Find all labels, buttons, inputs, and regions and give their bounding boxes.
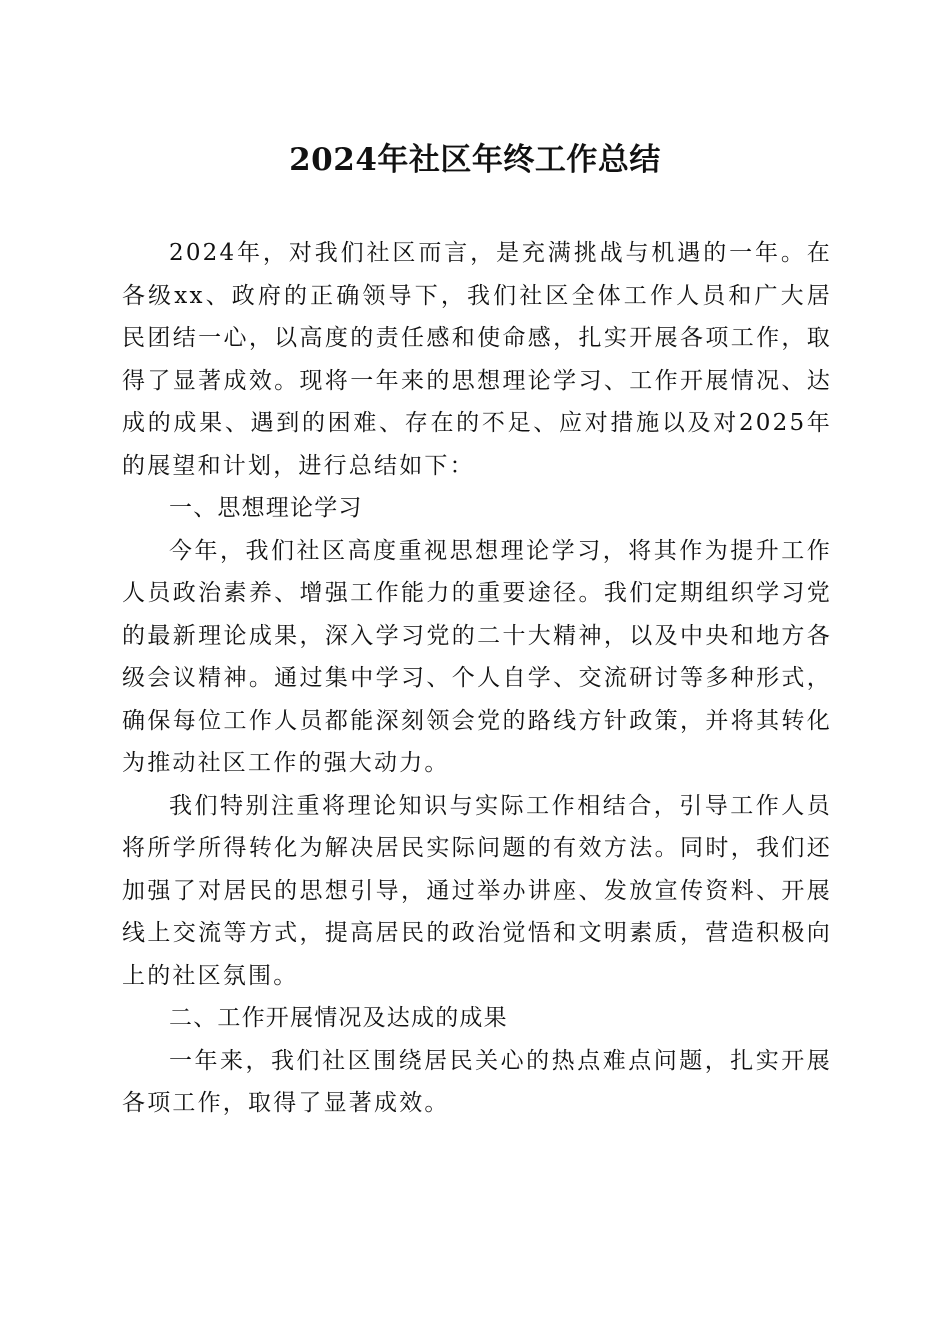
body-paragraph: 一年来，我们社区围绕居民关心的热点难点问题，扎实开展各项工作，取得了显著成效。 xyxy=(122,1047,832,1116)
section-heading-work-results: 二、工作开展情况及达成的成果 xyxy=(169,1005,508,1031)
body-paragraph: 我们特别注重将理论知识与实际工作相结合，引导工作人员将所学所得转化为解决居民实际问题的有效方法。同时，我们还加强了对居民的思想引导，通过举办讲座、发放宣传资料、开展线上交流等方式，提高居民的政治觉悟和文明素质，营造积极向上的社区氛围。 xyxy=(122,792,832,989)
intro-paragraph: 2024年，对我们社区而言，是充满挑战与机遇的一年。在各级xx、政府的正确领导下，我们社区全体工作人员和广大居民团结一心，以高度的责任感和使命感，扎实开展各项工作，取得了显著成效。现将一年来的思想理论学习、工作开展情况、达成的成果、遇到的困难、存在的不足、应对措施以及对2025年的展望和计划，进行总结如下： xyxy=(122,240,832,479)
document-body xyxy=(122,232,832,1125)
document-title: 2024年社区年终工作总结 xyxy=(289,142,661,178)
section-heading-theory-study: 一、思想理论学习 xyxy=(169,495,363,521)
body-paragraph: 今年，我们社区高度重视思想理论学习，将其作为提升工作人员政治素养、增强工作能力的重要途径。我们定期组织学习党的最新理论成果，深入学习党的二十大精神，以及中央和地方各级会议精神。通过集中学习、个人自学、交流研讨等多种形式，确保每位工作人员都能深刻领会党的路线方针政策，并将其转化为推动社区工作的强大动力。 xyxy=(122,537,832,776)
